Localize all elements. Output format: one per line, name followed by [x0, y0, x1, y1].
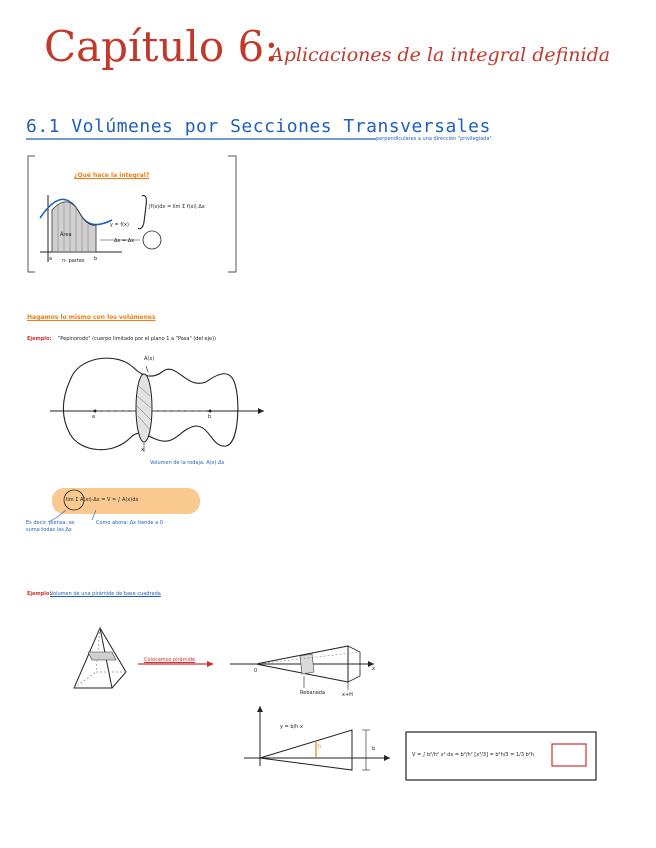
section-title: 6.1 Volúmenes por Secciones Transversales [26, 116, 491, 137]
pyr-0-label: 0 [254, 668, 258, 674]
section-note: perpendiculares a una dirección "privilegiada". [376, 136, 494, 142]
partition-label: n- partes [62, 258, 85, 264]
example2-label: Ejemplo: [27, 591, 52, 597]
arrow-label: Colocamos pirámide [144, 657, 196, 663]
chapter-title: Capítulo 6: [44, 22, 279, 71]
base-label: b [372, 746, 376, 752]
ideas-heading: Hagamos lo mismo con los volúmenes [27, 314, 156, 321]
pyr-x-label: x [372, 666, 375, 672]
pyr-rebanada-label: Rebanada [300, 690, 326, 696]
a-label: a [49, 256, 53, 262]
formula-note-left: Es decir, piensa, se suma todas las Δx [26, 520, 75, 533]
curve-label: y = f(x) [110, 222, 129, 228]
slope-label: y = b/h·x [280, 724, 303, 730]
example1-text: "Pepinorodo" (cuerpo limitado por el plano 1 a "Pasa" (del eje)) [58, 336, 216, 342]
example2-text: Volumen de una pirámide de base cuadrada [50, 591, 161, 597]
slice-caption: Volumen de la rodaja: A(x)·Δx [150, 460, 225, 466]
chapter-subtitle: Aplicaciones de la integral definida [270, 44, 611, 66]
height-label: h [318, 744, 322, 750]
example1-label: Ejemplo: [27, 336, 52, 342]
integral-formula: ∫f(x)dx = lím Σ f(xi) Δx [148, 204, 205, 210]
Ax-label: A(x) [144, 356, 155, 362]
pyr-xdx-label: x+H [342, 692, 353, 698]
b-label: b [94, 256, 98, 262]
solid-a-label: a [92, 414, 96, 420]
dx-label: Δx = Δx [114, 238, 135, 244]
solid-b-label: b [208, 414, 212, 420]
formula-note-right: Como ahora: Δx tiende a 0 [96, 520, 163, 526]
integral-question: ¿Qué hace la integral? [74, 172, 150, 179]
solid-x-label: x [141, 447, 144, 453]
volume-formula: lím Σ A(xi)·Δx = V = ∫ A(x)dx [66, 497, 139, 503]
area-label: Área [60, 232, 72, 238]
volume-result: V = ∫ b²/h² x² dx = b²/h² [x³/3] = b²h/3 = 1/3 b²h [412, 752, 534, 758]
